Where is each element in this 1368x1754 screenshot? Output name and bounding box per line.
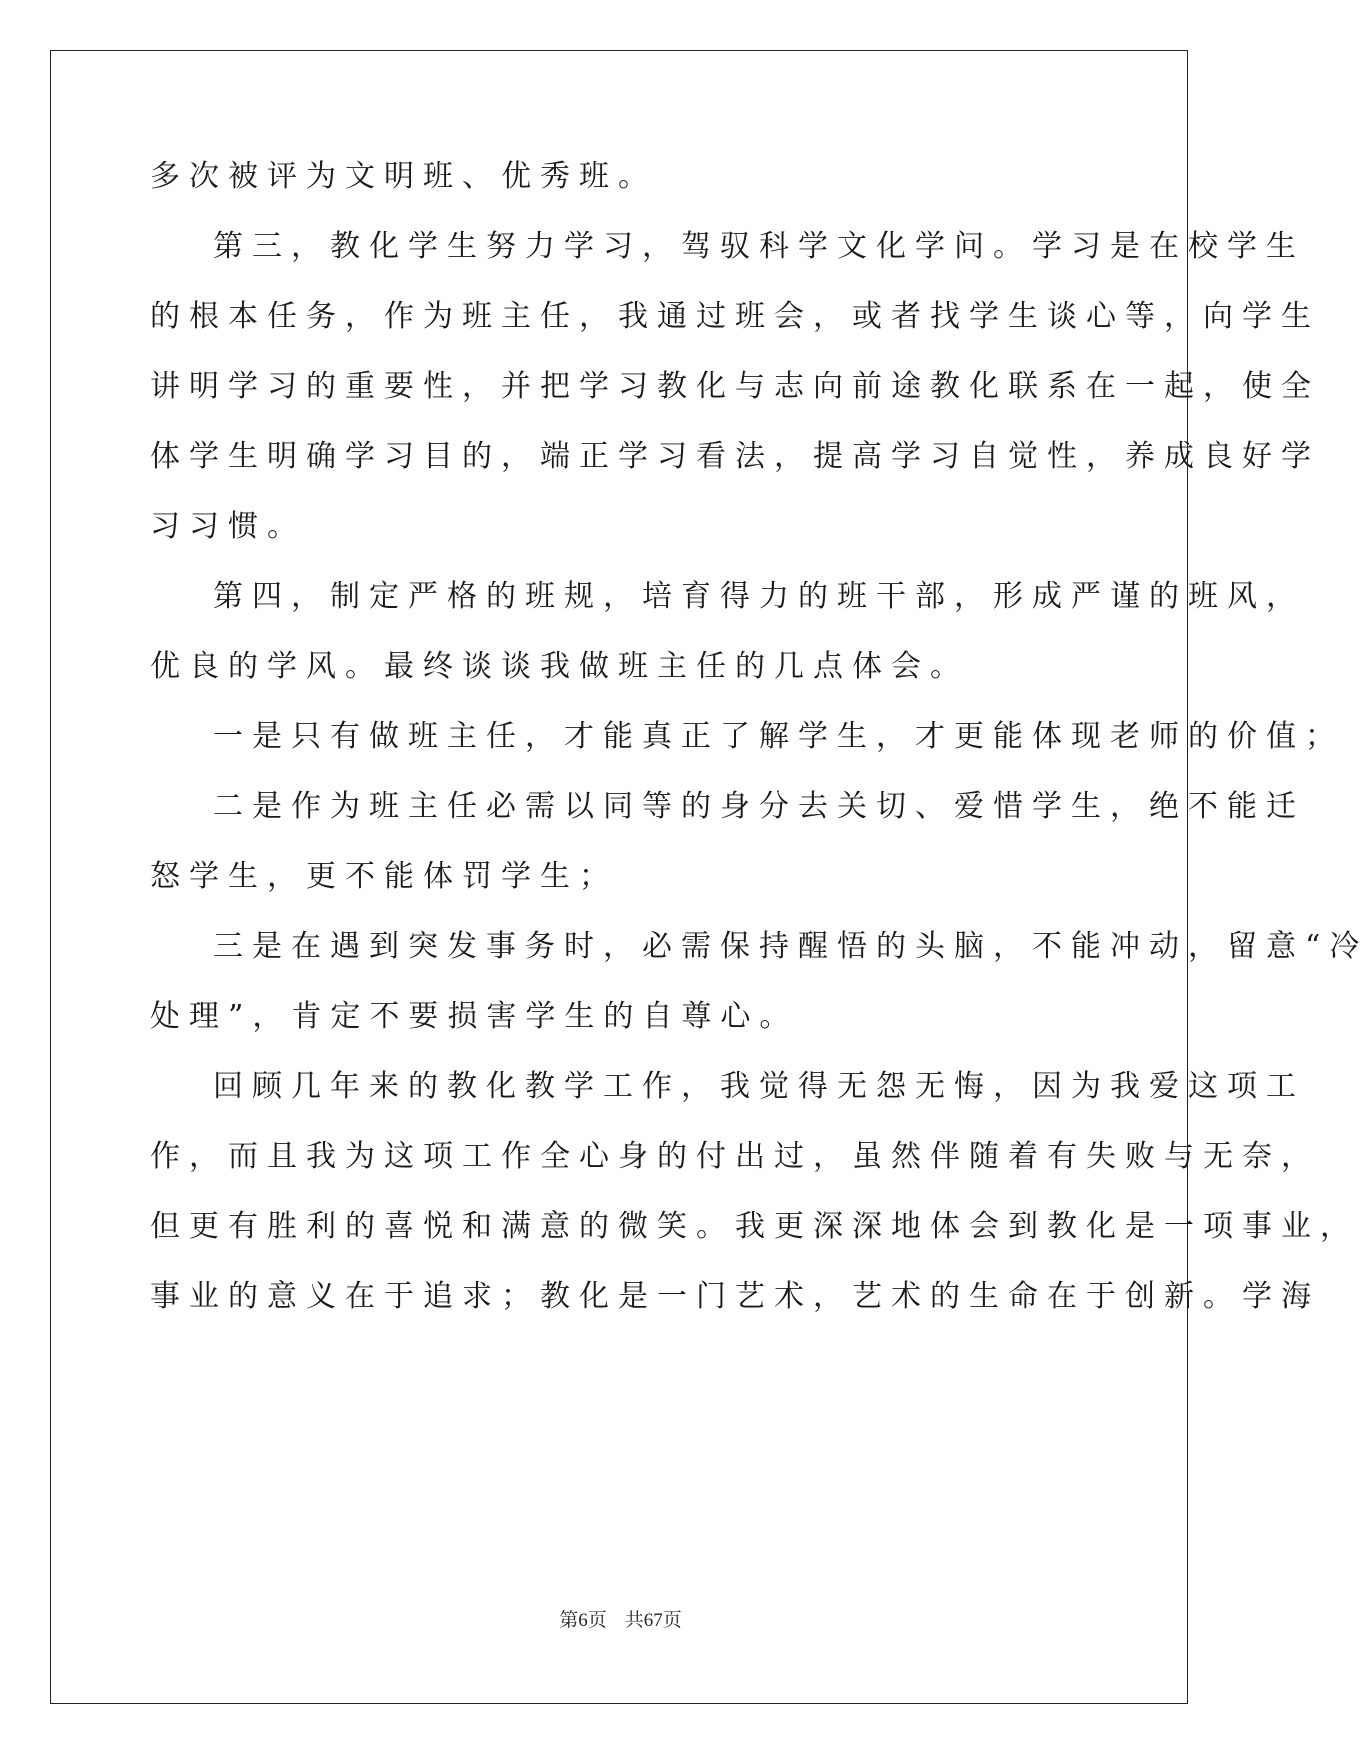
page-prefix: 第 <box>559 1609 579 1631</box>
text-line: 第四，制定严格的班规，培育得力的班干部，形成严谨的班风， <box>213 579 1305 614</box>
total-suffix: 页 <box>662 1609 682 1631</box>
text-line: 优良的学风。最终谈谈我做班主任的几点体会。 <box>150 649 969 684</box>
text-line: 习习惯。 <box>150 509 306 544</box>
text-line: 回顾几年来的教化教学工作，我觉得无怨无悔，因为我爱这项工 <box>213 1069 1305 1104</box>
page-suffix: 页 <box>587 1609 607 1631</box>
text-line: 二是作为班主任必需以同等的身分去关切、爱惜学生，绝不能迁 <box>213 789 1305 824</box>
total-pages: 67 <box>643 1610 663 1631</box>
text-line: 体学生明确学习目的，端正学习看法，提高学习自觉性，养成良好学 <box>150 439 1320 474</box>
text-line: 讲明学习的重要性，并把学习教化与志向前途教化联系在一起，使全 <box>150 369 1320 404</box>
text-line: 处理”，肯定不要损害学生的自尊心。 <box>150 999 799 1034</box>
text-line: 多次被评为文明班、优秀班。 <box>150 159 657 194</box>
page-number: 6 <box>578 1610 588 1631</box>
total-prefix: 共 <box>624 1609 644 1631</box>
text-line: 怒学生，更不能体罚学生； <box>150 859 618 894</box>
text-line: 一是只有做班主任，才能真正了解学生，才更能体现老师的价值； <box>213 719 1344 754</box>
text-line: 的根本任务，作为班主任，我通过班会，或者找学生谈心等，向学生 <box>150 299 1320 334</box>
text-line: 第三，教化学生努力学习，驾驭科学文化学问。学习是在校学生 <box>213 229 1305 264</box>
text-line: 作，而且我为这项工作全心身的付出过，虽然伴随着有失败与无奈， <box>150 1139 1320 1174</box>
text-line: 三是在遇到突发事务时，必需保持醒悟的头脑，不能冲动，留意“冷 <box>213 929 1368 964</box>
page-footer <box>0 1608 1241 1633</box>
text-line: 事业的意义在于追求；教化是一门艺术，艺术的生命在于创新。学海 <box>150 1279 1320 1314</box>
text-line: 但更有胜利的喜悦和满意的微笑。我更深深地体会到教化是一项事业， <box>150 1209 1359 1244</box>
